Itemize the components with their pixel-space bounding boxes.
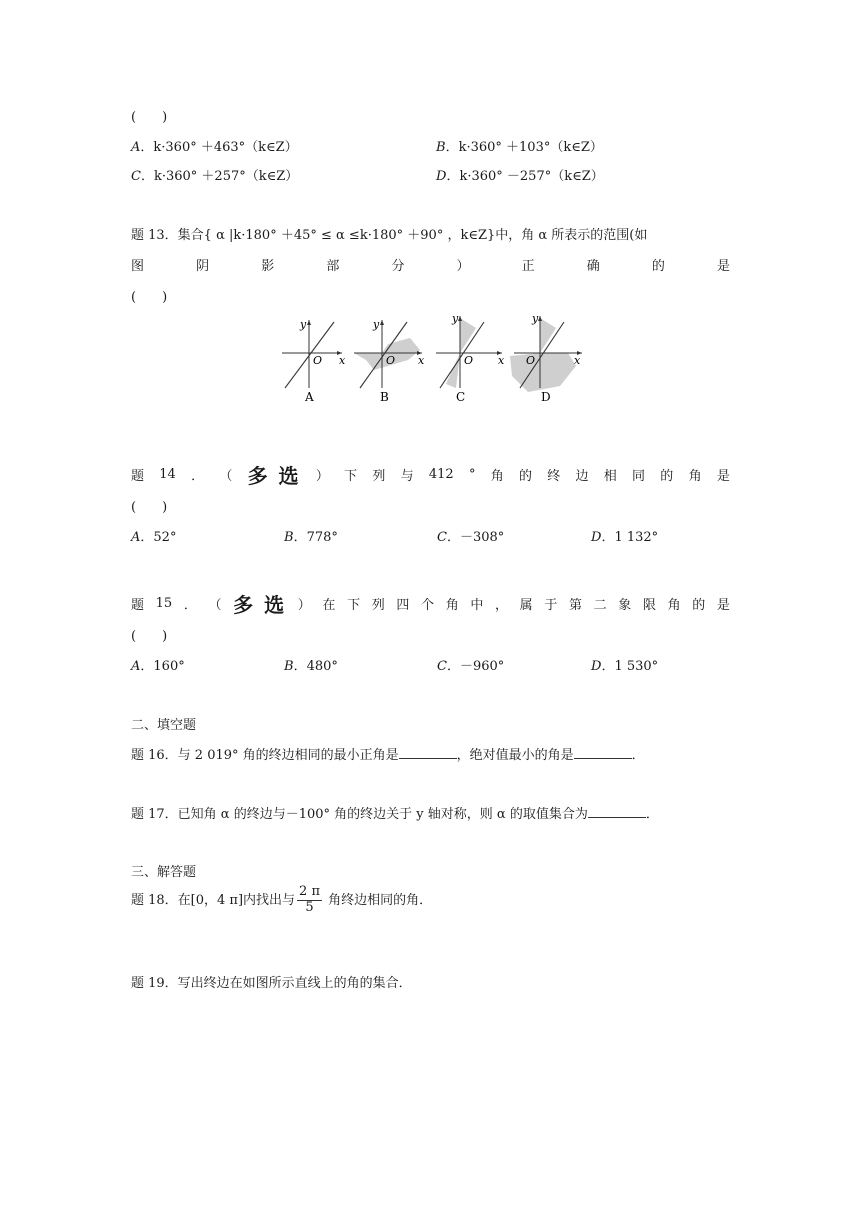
section-fill-in-heading: 二、填空题: [131, 718, 197, 733]
q13-stem-line2: [131, 255, 730, 274]
word: 属: [519, 598, 533, 613]
origin-label: O: [313, 354, 323, 367]
section-solution-heading: 三、解答题: [131, 865, 197, 880]
word: 14: [159, 467, 176, 482]
panel-label: A: [305, 390, 314, 404]
q18-text-1: 题 18．在[0，4 π]内找出与: [131, 892, 296, 908]
option-text: 160°: [153, 659, 185, 674]
q17-end: ．: [645, 807, 659, 822]
q14-option-d: D．1 132°: [591, 530, 659, 545]
axis-y-label: y: [300, 318, 307, 331]
word: 终: [547, 469, 561, 484]
panel-label: D: [541, 390, 551, 404]
word: 正: [521, 259, 535, 274]
axis-x-label: x: [418, 354, 425, 367]
word: 角: [667, 598, 681, 613]
option-text: k·360° ＋257°（k∈Z）: [153, 169, 299, 184]
option-letter: C: [437, 530, 447, 545]
answer-blank: [574, 746, 632, 759]
option-text: 1 530°: [614, 659, 659, 674]
word: 的: [651, 259, 665, 274]
q14-stem: [131, 460, 730, 489]
word: 412: [428, 467, 454, 482]
q18-stem: [131, 885, 432, 916]
axis-y-label: y: [373, 318, 380, 331]
word: 四: [396, 598, 410, 613]
word: ．: [191, 469, 205, 484]
word: （: [208, 598, 222, 613]
q13-figure: [270, 308, 590, 408]
word: 角: [688, 469, 702, 484]
panel-label: C: [456, 390, 466, 404]
word: 的: [692, 598, 706, 613]
option-text: 480°: [306, 659, 338, 674]
option-text: 1 132°: [614, 530, 659, 545]
word: 中: [470, 598, 484, 613]
word: 相: [603, 469, 617, 484]
option-text: －308°: [459, 530, 505, 545]
word: 的: [518, 469, 532, 484]
word: 15: [155, 596, 173, 611]
word: 列: [371, 598, 385, 613]
fraction: [297, 885, 322, 916]
option-letter: B: [284, 659, 294, 674]
q12-option-c: C．k·360° ＋257°（k∈Z）: [131, 169, 299, 184]
q15-option-a: A．160°: [131, 659, 185, 674]
option-text: k·360° ＋463°（k∈Z）: [153, 140, 298, 155]
q15-stem: [131, 589, 730, 618]
panel-label: B: [380, 390, 389, 404]
word: 列: [372, 469, 386, 484]
word: 于: [544, 598, 558, 613]
option-letter: D: [591, 659, 602, 674]
option-letter: B: [284, 530, 294, 545]
word: 二: [593, 598, 607, 613]
answer-blank: [588, 805, 646, 818]
multi-choice-badge: 多 选: [247, 464, 301, 488]
word: 角: [445, 598, 459, 613]
axis-x-label: x: [574, 354, 581, 367]
option-letter: C: [131, 169, 141, 184]
figure-panel-c: [436, 312, 505, 404]
q13-stem-line1: 题 13．集合{ α |k·180° ＋45° ≤ α ≤k·180° ＋90° ，k∈Z}中，角 α 所表示的范围(如: [131, 228, 648, 243]
option-letter: C: [437, 659, 447, 674]
option-text: k·360° －257°（k∈Z）: [459, 169, 604, 184]
word: 同: [632, 469, 646, 484]
word: ）: [456, 259, 470, 274]
option-letter: A: [131, 140, 141, 155]
q14-option-c: C．－308°: [437, 530, 505, 545]
q17-stem: [131, 803, 659, 822]
q15-option-d: D．1 530°: [591, 659, 659, 674]
word: 阴: [196, 259, 210, 274]
q12-option-a: A．k·360° ＋463°（k∈Z）: [131, 140, 298, 155]
word: ．: [183, 598, 197, 613]
q15-paren: ( ): [131, 629, 168, 644]
word: ，: [495, 598, 509, 613]
q13-paren: ( ): [131, 290, 168, 305]
origin-label: O: [464, 354, 474, 367]
figure-panel-a: [282, 318, 346, 404]
word: °: [468, 467, 476, 482]
option-text: 52°: [153, 530, 177, 545]
word: 部: [326, 259, 340, 274]
axis-y-label: y: [452, 312, 459, 325]
word: 限: [642, 598, 656, 613]
q12-option-d: D．k·360° －257°（k∈Z）: [436, 169, 604, 184]
word: 分: [391, 259, 405, 274]
q16-text-2: ，绝对值最小的角是: [456, 748, 574, 763]
word: 在: [322, 598, 336, 613]
q12-option-b: B．k·360° ＋103°（k∈Z）: [436, 140, 603, 155]
q15-option-c: C．－960°: [437, 659, 505, 674]
option-text: 778°: [306, 530, 338, 545]
word: 题: [131, 469, 145, 484]
multi-choice-badge: 多 选: [233, 593, 287, 617]
word: 是: [716, 259, 730, 274]
q16-stem: [131, 744, 645, 763]
option-letter: B: [436, 140, 446, 155]
axis-x-label: x: [339, 354, 346, 367]
q12-paren: ( ): [131, 110, 168, 125]
q19-stem: 题 19．写出终边在如图所示直线上的角的集合．: [131, 976, 412, 991]
q14-option-b: B．778°: [284, 530, 338, 545]
word: 第: [568, 598, 582, 613]
word: 影: [261, 259, 275, 274]
word: 是: [716, 598, 730, 613]
word: 确: [586, 259, 600, 274]
q14-option-a: A．52°: [131, 530, 177, 545]
fraction-denominator: 5: [305, 899, 314, 915]
fraction-numerator: 2 π: [299, 884, 320, 899]
figure-panel-d: [510, 312, 582, 404]
word: 题: [131, 598, 145, 613]
origin-label: O: [386, 354, 396, 367]
word: 的: [660, 469, 674, 484]
q16-text-1: 题 16．与 2 019° 角的终边相同的最小正角是: [131, 748, 399, 763]
q16-end: ．: [631, 748, 645, 763]
word: 下: [347, 598, 361, 613]
word: （: [219, 469, 233, 484]
option-text: －960°: [459, 659, 505, 674]
option-letter: A: [131, 659, 141, 674]
figure-panel-b: [354, 318, 425, 404]
word: 是: [716, 469, 730, 484]
word: ）: [297, 598, 311, 613]
q14-paren: ( ): [131, 500, 168, 515]
q17-text: 题 17．已知角 α 的终边与－100° 角的终边关于 y 轴对称，则 α 的取值集合为: [131, 807, 588, 822]
word: 角: [490, 469, 504, 484]
word: 下: [344, 469, 358, 484]
word: ）: [315, 469, 329, 484]
option-text: k·360° ＋103°（k∈Z）: [458, 140, 603, 155]
option-letter: D: [591, 530, 602, 545]
answer-blank: [399, 746, 457, 759]
q18-text-2: 角终边相同的角．: [324, 892, 433, 908]
origin-label: O: [526, 354, 536, 367]
option-letter: A: [131, 530, 141, 545]
word: 与: [400, 469, 414, 484]
word: 象: [618, 598, 632, 613]
word: 图: [131, 259, 145, 274]
word: 边: [575, 469, 589, 484]
axis-x-label: x: [498, 354, 505, 367]
axis-y-label: y: [532, 312, 539, 325]
option-letter: D: [436, 169, 447, 184]
word: 个: [421, 598, 435, 613]
q15-option-b: B．480°: [284, 659, 338, 674]
